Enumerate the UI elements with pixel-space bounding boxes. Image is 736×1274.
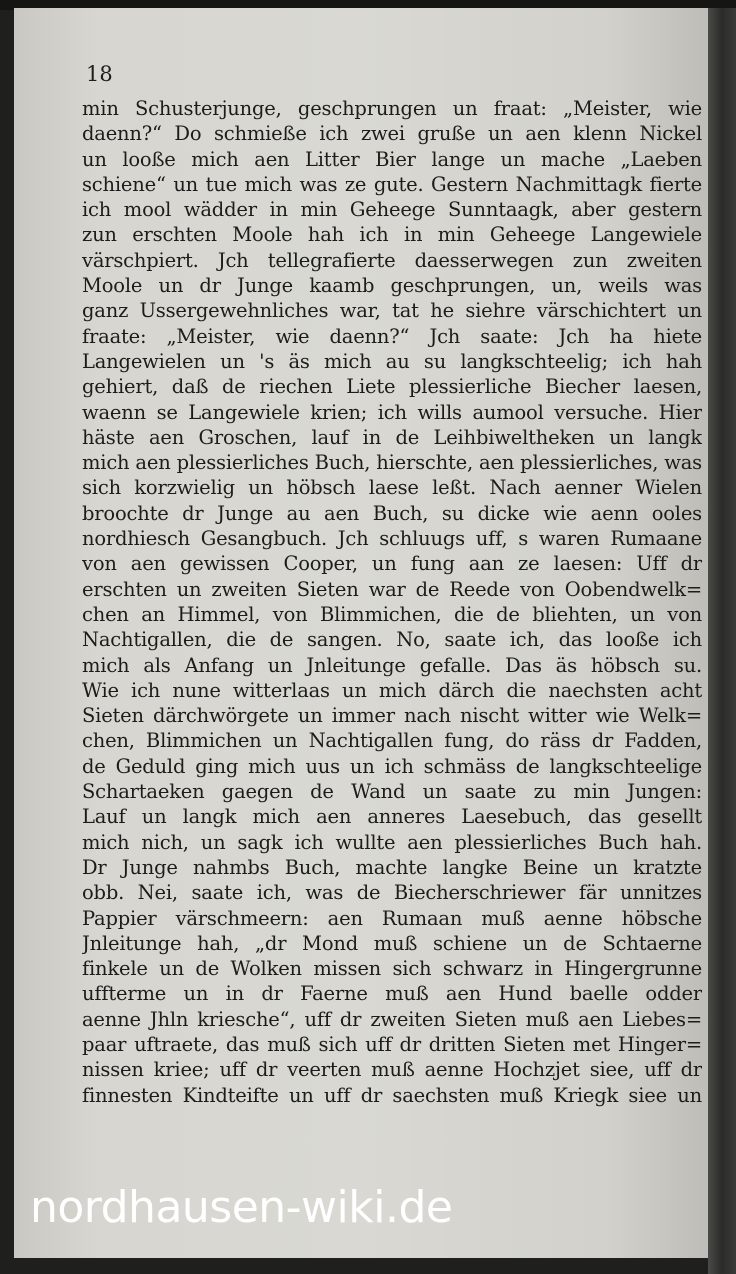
text-line: Dr Junge nahmbs Buch, machte langke Beine un kratzte <box>82 855 702 879</box>
text-line: gehiert, daß de riechen Liete plessierliche Biecher laesen, <box>82 375 702 399</box>
text-line: värschpiert. Jch tellegrafierte daesserwegen zun zweiten <box>82 248 702 272</box>
text-line: chen an Himmel, von Blimmichen, die de bliehten, un von <box>82 602 702 626</box>
text-line: daenn?“ Do schmieße ich zwei gruße un aen klenn Nickel <box>82 122 702 146</box>
text-line: ich mool wädder in min Geheege Sunntaagk, aber gestern <box>82 198 702 222</box>
text-line: schiene“ un tue mich was ze gute. Gestern Nachmittagk fierte <box>82 172 702 196</box>
text-line: von aen gewissen Cooper, un fung aan ze laesen: Uff dr <box>82 552 702 576</box>
text-line: uffterme un in dr Faerne muß aen Hund baelle odder <box>82 982 702 1006</box>
text-line: sich korzwielig un höbsch laese leßt. Nach aenner Wielen <box>82 476 702 500</box>
book-spine-shadow <box>708 8 736 1274</box>
text-line: Schartaeken gaegen de Wand un saate zu min Jungen: <box>82 780 702 804</box>
text-line: fraate: „Meister, wie daenn?“ Jch saate: Jch ha hiete <box>82 324 702 348</box>
text-line: mich aen plessierliches Buch, hierschte, aen plessierliches, was <box>82 451 702 475</box>
text-line: mich nich, un sagk ich wullte aen plessierliches Buch hah. <box>82 830 702 854</box>
text-line: nordhiesch Gesangbuch. Jch schluugs uff, s waren Rumaane <box>82 527 702 551</box>
text-line: chen, Blimmichen un Nachtigallen fung, do räss dr Fadden, <box>82 729 702 753</box>
text-line: mich als Anfang un Jnleitunge gefalle. Das äs höbsch su. <box>82 653 702 677</box>
text-line: un looße mich aen Litter Bier lange un mache „Laeben <box>82 147 702 171</box>
text-line: nissen kriee; uff dr veerten muß aenne Hochzjet siee, uff dr <box>82 1058 702 1082</box>
page-number: 18 <box>86 62 113 86</box>
text-line: Wie ich nune witterlaas un mich därch die naechsten acht <box>82 678 702 702</box>
watermark: nordhausen-wiki.de <box>30 1182 453 1233</box>
text-line: Langewielen un 's äs mich au su langkschteelig; ich hah <box>82 349 702 373</box>
text-line: Jnleitunge hah, „dr Mond muß schiene un de Schtaerne <box>82 931 702 955</box>
text-line: Pappier värschmeern: aen Rumaan muß aenne höbsche <box>82 906 702 930</box>
text-line: Sieten därchwörgete un immer nach nischt witter wie Welk= <box>82 704 702 728</box>
text-line: obb. Nei, saate ich, was de Biecherschriewer fär unnitzes <box>82 881 702 905</box>
text-line: broochte dr Junge au aen Buch, su dicke wie aenn ooles <box>82 501 702 525</box>
text-line: Nachtigallen, die de sangen. No, saate ich, das looße ich <box>82 628 702 652</box>
text-line: paar uftraete, das muß sich uff dr dritten Sieten met Hinger= <box>82 1032 702 1056</box>
text-line: ganz Ussergewehnliches war, tat he siehre värschichtert un <box>82 299 702 323</box>
text-line: zun erschten Moole hah ich in min Geheege Langewiele <box>82 223 702 247</box>
text-line: de Geduld ging mich uus un ich schmäss de langkschteelige <box>82 754 702 778</box>
text-line: erschten un zweiten Sieten war de Reede von Oobendwelk= <box>82 577 702 601</box>
text-line: finkele un de Wolken missen sich schwarz in Hingergrunne <box>82 957 702 981</box>
text-line: waenn se Langewiele krien; ich wills aumool versuche. Hier <box>82 400 702 424</box>
body-text <box>82 96 702 1108</box>
text-line: aenne Jhln kriesche“, uff dr zweiten Sieten muß aen Liebes= <box>82 1007 702 1031</box>
text-line: häste aen Groschen, lauf in de Leihbiweltheken un langk <box>82 425 702 449</box>
text-line: Moole un dr Junge kaamb geschprungen, un, weils was <box>82 274 702 298</box>
text-line: min Schusterjunge, geschprungen un fraat: „Meister, wie <box>82 97 702 120</box>
text-line: Lauf un langk mich aen anneres Laesebuch, das gesellt <box>82 805 702 829</box>
text-line: finnesten Kindteifte un uff dr saechsten muß Kriegk siee un <box>82 1083 702 1107</box>
